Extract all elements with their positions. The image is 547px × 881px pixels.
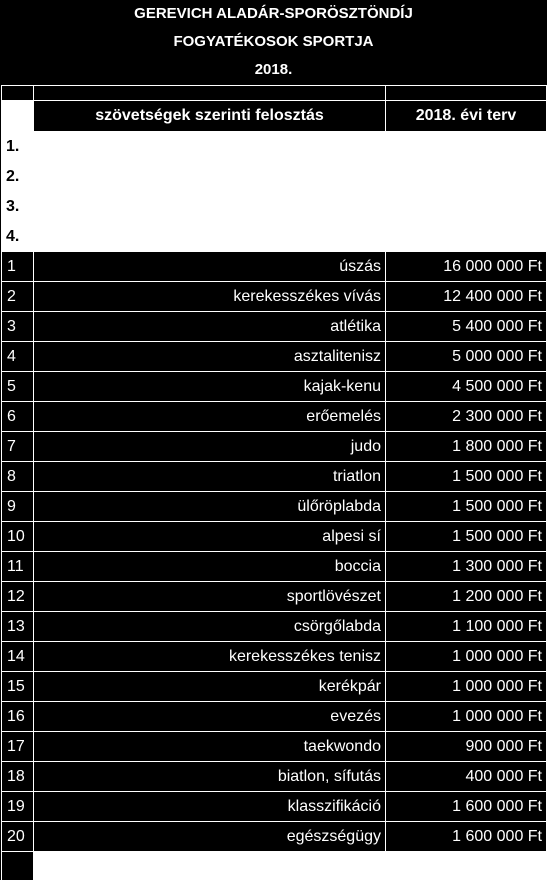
sport-name-cell[interactable]: atlétika [34,312,386,342]
row-number-cell[interactable]: 18 [2,762,34,792]
blank-row [2,192,547,222]
amount-cell[interactable]: 1 200 000 Ft [386,582,547,612]
table-row [2,252,547,282]
table-row [2,432,547,462]
blank-row-num[interactable]: 1. [2,132,34,162]
sport-name-cell[interactable]: biatlon, sífutás [34,762,386,792]
amount-cell[interactable]: 5 400 000 Ft [386,312,547,342]
table-row [2,522,547,552]
table-row [2,492,547,522]
row-number-cell[interactable]: 15 [2,672,34,702]
amount-cell[interactable]: 1 500 000 Ft [386,462,547,492]
row-number-cell[interactable]: 5 [2,372,34,402]
amount-cell[interactable]: 1 000 000 Ft [386,672,547,702]
row-number-cell[interactable]: 16 [2,702,34,732]
blank-row-cell[interactable] [34,192,547,222]
amount-cell[interactable]: 1 000 000 Ft [386,642,547,672]
sport-name-cell[interactable]: taekwondo [34,732,386,762]
amount-cell[interactable]: 1 500 000 Ft [386,522,547,552]
row-number-cell[interactable]: 20 [2,822,34,852]
allocation-table [1,85,547,881]
amount-cell[interactable]: 4 500 000 Ft [386,372,547,402]
amount-cell[interactable]: 400 000 Ft [386,762,547,792]
table-row [2,702,547,732]
row-number-cell[interactable]: 10 [2,522,34,552]
amount-cell[interactable]: 1 500 000 Ft [386,492,547,522]
blank-row-cell[interactable] [34,162,547,192]
sport-name-cell[interactable]: erőemelés [34,402,386,432]
sport-name-cell[interactable]: judo [34,432,386,462]
cell[interactable] [34,852,547,881]
blank-row-cell[interactable] [34,222,547,252]
table-row [2,462,547,492]
amount-cell[interactable]: 1 100 000 Ft [386,612,547,642]
header-num-cell[interactable] [2,101,34,132]
sport-name-cell[interactable]: boccia [34,552,386,582]
blank-row-cell[interactable] [34,132,547,162]
table-row [2,642,547,672]
table-row [2,612,547,642]
row-number-cell[interactable]: 4 [2,342,34,372]
sport-name-cell[interactable]: alpesi sí [34,522,386,552]
amount-cell[interactable]: 1 800 000 Ft [386,432,547,462]
table-row [2,342,547,372]
header-row [2,101,547,132]
sport-name-cell[interactable]: kajak-kenu [34,372,386,402]
amount-cell[interactable]: 1 000 000 Ft [386,702,547,732]
amount-cell[interactable]: 2 300 000 Ft [386,402,547,432]
sport-name-cell[interactable]: kerékpár [34,672,386,702]
header-name-cell[interactable]: szövetségek szerinti felosztás [34,101,386,132]
title-line-2: FOGYATÉKOSOK SPORTJA [173,33,374,50]
row-number-cell[interactable]: 14 [2,642,34,672]
blank-row-num[interactable]: 3. [2,192,34,222]
table-row [2,282,547,312]
blank-row [2,162,547,192]
amount-cell[interactable]: 16 000 000 Ft [386,252,547,282]
row-number-cell[interactable]: 1 [2,252,34,282]
row-number-cell[interactable]: 17 [2,732,34,762]
amount-cell[interactable]: 1 600 000 Ft [386,792,547,822]
sport-name-cell[interactable]: úszás [34,252,386,282]
sport-name-cell[interactable]: kerekesszékes tenisz [34,642,386,672]
amount-cell[interactable]: 900 000 Ft [386,732,547,762]
row-number-cell[interactable]: 11 [2,552,34,582]
blank-row [2,222,547,252]
table-row [2,792,547,822]
row-number-cell[interactable]: 8 [2,462,34,492]
table-row [2,372,547,402]
spacer-row [2,86,547,101]
sport-name-cell[interactable]: kerekesszékes vívás [34,282,386,312]
sheet-title [0,0,547,85]
sport-name-cell[interactable]: klasszifikáció [34,792,386,822]
title-line-3: 2018. [254,61,293,78]
amount-cell[interactable]: 12 400 000 Ft [386,282,547,312]
sport-name-cell[interactable]: egészségügy [34,822,386,852]
table-row [2,582,547,612]
table-row [2,762,547,792]
blank-row-num[interactable]: 2. [2,162,34,192]
blank-row [2,132,547,162]
sport-name-cell[interactable]: asztalitenisz [34,342,386,372]
footer-empty-row [2,852,547,881]
row-number-cell[interactable]: 19 [2,792,34,822]
row-number-cell[interactable]: 2 [2,282,34,312]
sport-name-cell[interactable]: evezés [34,702,386,732]
sport-name-cell[interactable]: ülőröplabda [34,492,386,522]
blank-row-num[interactable]: 4. [2,222,34,252]
row-number-cell[interactable]: 3 [2,312,34,342]
cell[interactable] [2,86,34,101]
row-number-cell[interactable]: 6 [2,402,34,432]
row-number-cell[interactable]: 13 [2,612,34,642]
sport-name-cell[interactable]: csörgőlabda [34,612,386,642]
amount-cell[interactable]: 5 000 000 Ft [386,342,547,372]
title-line-1: GEREVICH ALADÁR-SPORÖSZTÖNDÍJ [134,5,413,22]
cell[interactable] [34,86,386,101]
table-row [2,732,547,762]
row-number-cell[interactable]: 12 [2,582,34,612]
table-row [2,402,547,432]
table-row [2,822,547,852]
table-row [2,552,547,582]
table-row [2,312,547,342]
table-row [2,672,547,702]
amount-cell[interactable]: 1 600 000 Ft [386,822,547,852]
row-number-cell[interactable]: 9 [2,492,34,522]
sport-name-cell[interactable]: sportlövészet [34,582,386,612]
header-amount-cell[interactable]: 2018. évi terv [386,101,547,132]
amount-cell[interactable]: 1 300 000 Ft [386,552,547,582]
sport-name-cell[interactable]: triatlon [34,462,386,492]
cell[interactable] [386,86,547,101]
cell[interactable] [2,852,34,881]
row-number-cell[interactable]: 7 [2,432,34,462]
